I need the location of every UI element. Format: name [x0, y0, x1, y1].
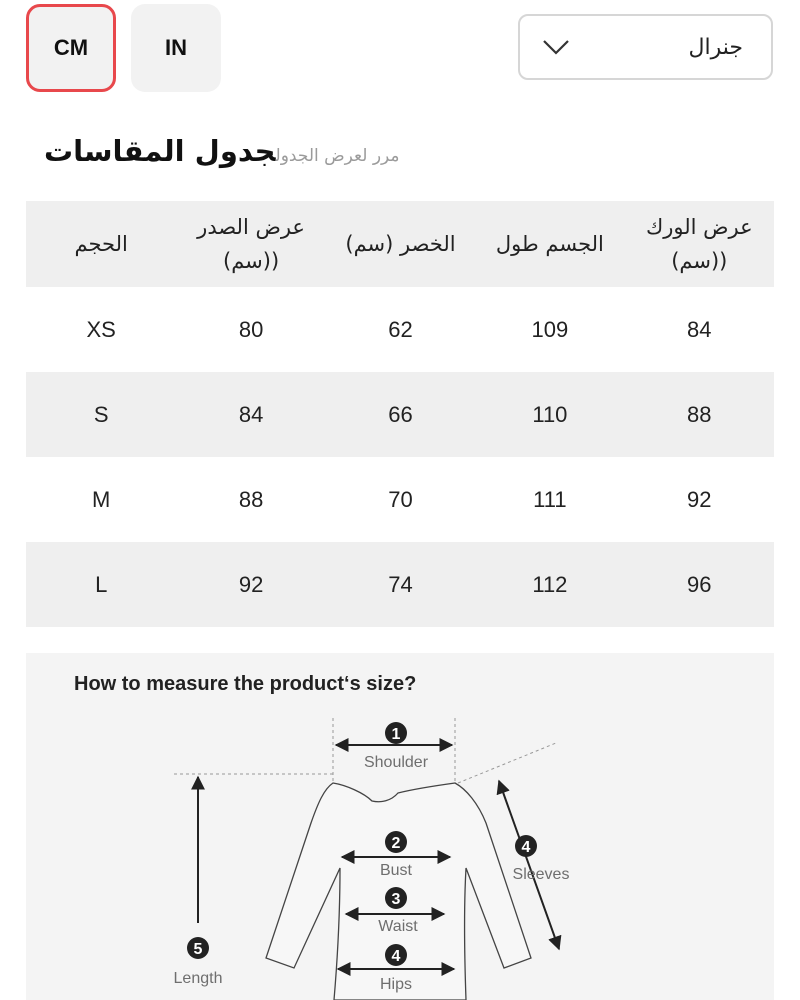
table-cell: S — [93, 401, 109, 427]
column-header: الحجم — [74, 232, 128, 256]
shoulder-number: 1 — [391, 726, 401, 743]
table-cell: 80 — [238, 316, 264, 342]
shoulder-label: Shoulder — [363, 754, 429, 771]
column-header: عرض الصدر (سم)) — [197, 215, 305, 273]
table-cell: 84 — [687, 316, 712, 342]
table-cell: 84 — [238, 401, 264, 427]
column-header: (الخصر (سم — [345, 232, 456, 256]
garment-diagram — [26, 653, 774, 1000]
scroll-hint: مرر لعرض الجدول — [275, 146, 400, 166]
measure-guide — [26, 653, 774, 1000]
length-label: Length — [173, 970, 223, 987]
column-header: الجسم طول — [495, 232, 604, 256]
measure-title: How to measure the product‘s size? — [74, 673, 417, 695]
table-cell: 62 — [388, 316, 413, 342]
table-cell: 88 — [687, 401, 712, 427]
chevron-down-icon — [542, 38, 570, 56]
table-row — [26, 372, 774, 457]
table-cell: 109 — [531, 316, 569, 342]
bust-number: 2 — [391, 835, 401, 852]
sleeves-number: 4 — [521, 839, 531, 856]
table-row — [26, 287, 774, 372]
column-header: عرض الورك (سم)) — [645, 215, 753, 273]
page-title: جدول المقاسات — [44, 134, 276, 168]
table-cell: XS — [86, 316, 116, 342]
table-cell: 74 — [388, 571, 413, 597]
table-title-row — [44, 134, 400, 168]
sleeves-label: Sleeves — [512, 866, 570, 883]
table-cell: 92 — [238, 571, 264, 597]
hips-label: Hips — [379, 976, 413, 993]
table-cell: 110 — [532, 401, 568, 427]
waist-label: Waist — [378, 918, 418, 935]
region-value: جنرال — [688, 34, 743, 60]
region-select[interactable] — [518, 14, 773, 80]
table-cell: 66 — [388, 401, 413, 427]
table-cell: 111 — [533, 486, 567, 512]
table-row — [26, 457, 774, 542]
table-header-row — [26, 201, 774, 287]
table-row — [26, 542, 774, 627]
table-cell: 96 — [687, 571, 712, 597]
table-cell: 92 — [687, 486, 712, 512]
table-cell: 112 — [532, 571, 568, 597]
table-cell: 88 — [238, 486, 264, 512]
waist-number: 3 — [391, 891, 401, 908]
unit-in-button[interactable]: IN — [131, 4, 221, 92]
hips-number: 4 — [391, 948, 401, 965]
table-cell: L — [95, 571, 108, 597]
bust-label: Bust — [379, 862, 413, 879]
table-cell: M — [92, 486, 111, 512]
table-cell: 70 — [388, 486, 413, 512]
length-number: 5 — [193, 941, 203, 958]
unit-cm-button[interactable]: CM — [26, 4, 116, 92]
size-table — [26, 201, 774, 627]
